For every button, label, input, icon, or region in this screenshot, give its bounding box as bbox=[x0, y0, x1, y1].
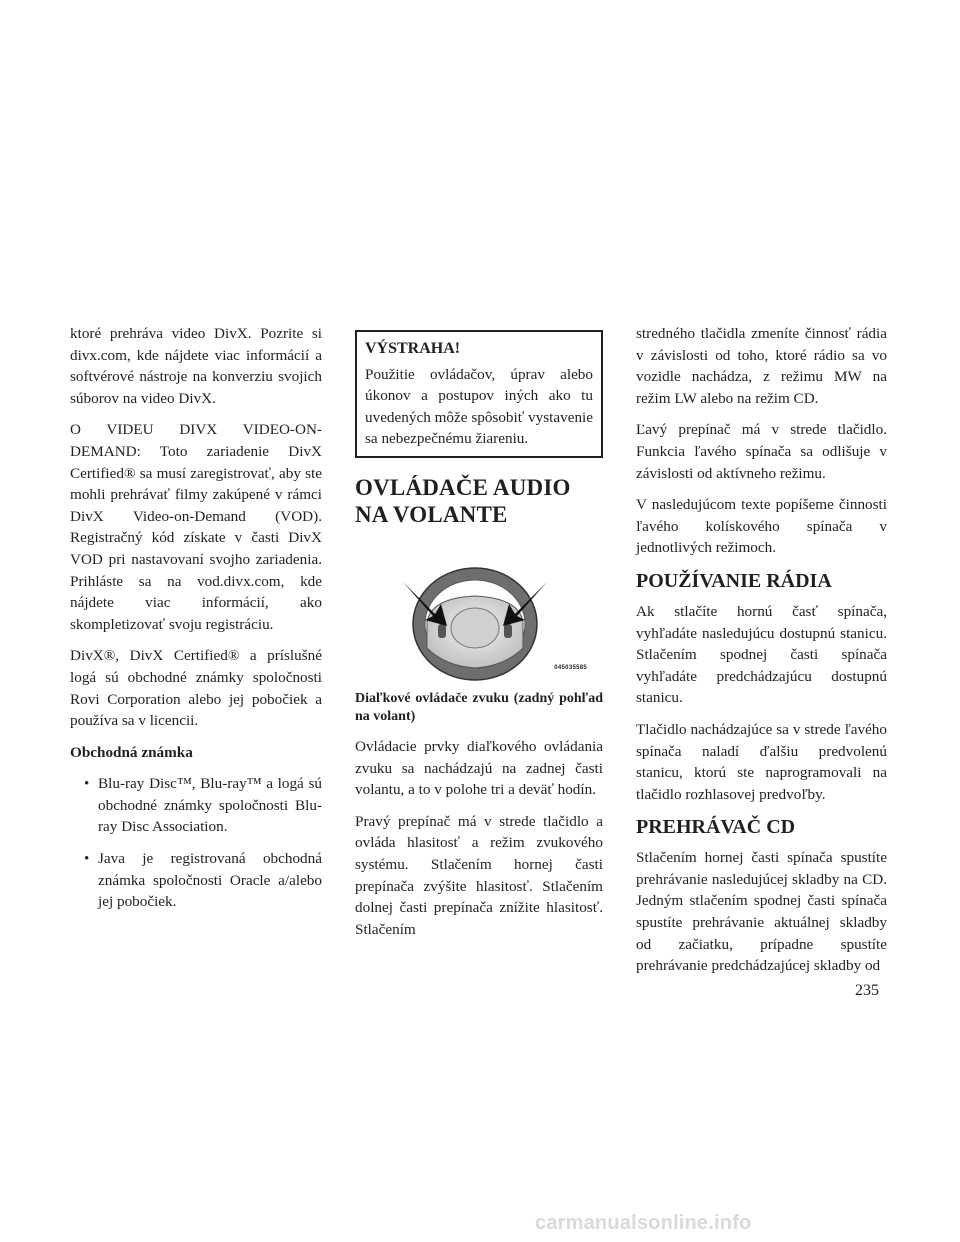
list-item: • Java je registrovaná obchodná známka spoločnosti Oracle a/alebo jej pobočiek. bbox=[70, 848, 322, 913]
trademark-heading: Obchodná známka bbox=[70, 743, 193, 761]
paragraph: Ľavý prepínač má v strede tlačidlo. Funkcia ľavého spínača sa odlišuje v závislosti od aktívneho režimu. bbox=[636, 421, 887, 482]
left-column bbox=[70, 323, 322, 923]
warning-title: VÝSTRAHA! bbox=[365, 340, 461, 357]
section-heading: OVLÁDAČE AUDIO NA VOLANTE bbox=[355, 474, 571, 527]
cd-heading: PREHRÁVAČ CD bbox=[636, 816, 796, 839]
figure-caption: Diaľkové ovládače zvuku (zadný pohľad na volant) bbox=[355, 690, 603, 724]
middle-column bbox=[355, 330, 603, 950]
trademark-list bbox=[70, 773, 322, 913]
figure-code: 045035585 bbox=[554, 665, 587, 672]
warning-box bbox=[355, 330, 603, 458]
paragraph: stredného tlačidla zmeníte činnosť rádia v závislosti od toho, ktoré rádio sa vo vozidle nachádza, z režimu MW na režim LW alebo na režim CD. bbox=[636, 325, 887, 407]
paragraph: DivX®, DivX Certified® a príslušné logá sú obchodné známky spoločnosti Rovi Corporation alebo jej pobočiek a používa sa v licencii. bbox=[70, 647, 322, 730]
radio-heading: POUŽÍVANIE RÁDIA bbox=[636, 569, 832, 592]
paragraph: Pravý prepínač má v strede tlačidlo a ovláda hlasitosť a režim zvukového systému. Stlačením hornej časti prepínača zvýšite hlasitosť. Stlačením dolnej časti prepínača znížite hlasitosť. Stlačením bbox=[355, 812, 603, 938]
watermark: carmanualsonline.info bbox=[535, 1212, 752, 1234]
list-item: • Blu-ray Disc™, Blu-ray™ a logá sú obchodné známky spoločnosti Blu-ray Disc Association. bbox=[70, 773, 322, 838]
page-number: 235 bbox=[855, 982, 879, 999]
steering-wheel-figure bbox=[355, 552, 603, 684]
paragraph: O VIDEU DIVX VIDEO-ON-DEMAND: Toto zariadenie DivX Certified® sa musí zaregistrovať, aby ste mohli prehrávať filmy zakúpené v rámci DivX Video-on-Demand (VOD). Registračný kód získate v časti DivX VOD pri nastavovaní svojho zariadenia. Prihláste sa na vod.divx.com, kde nájdete viac informácií, ako skompletizovať svoju registráciu. bbox=[70, 421, 322, 633]
warning-text: Použitie ovládačov, úprav alebo úkonov a postupov iných ako tu uvedených môže spôsobiť vystavenie sa nebezpečnému žiareniu. bbox=[365, 365, 593, 448]
right-column bbox=[636, 323, 887, 987]
paragraph: Ak stlačíte hornú časť spínača, vyhľadáte nasledujúcu dostupnú stanicu. Stlačením spodnej časti spínača vyhľadáte predchádzajúcu dostupnú stanicu. bbox=[636, 602, 887, 707]
paragraph: ktoré prehráva video DivX. Pozrite si divx.com, kde nájdete viac informácií a softvérové nástroje na konverziu svojich súborov na video DivX. bbox=[70, 325, 322, 407]
paragraph: Tlačidlo nachádzajúce sa v strede ľavého spínača naladí ďalšiu predvolenú stanicu, ktorú ste naprogramovali na tlačidlo rozhlasovej predvoľby. bbox=[636, 720, 887, 803]
paragraph: V nasledujúcom texte popíšeme činnosti ľavého kolískového spínača v jednotlivých režimoch. bbox=[636, 496, 887, 557]
paragraph: Ovládacie prvky diaľkového ovládania zvuku sa nachádzajú na zadnej časti volantu, a to v polohe tri a deväť hodín. bbox=[355, 737, 603, 799]
paragraph: Stlačením hornej časti spínača spustíte prehrávanie nasledujúcej skladby na CD. Jedným stlačením spodnej časti spínača spustíte prehrávanie aktuálnej skladby od začiatku, prípadne spustíte prehrávanie predchádzajúcej skladby od bbox=[636, 849, 887, 975]
